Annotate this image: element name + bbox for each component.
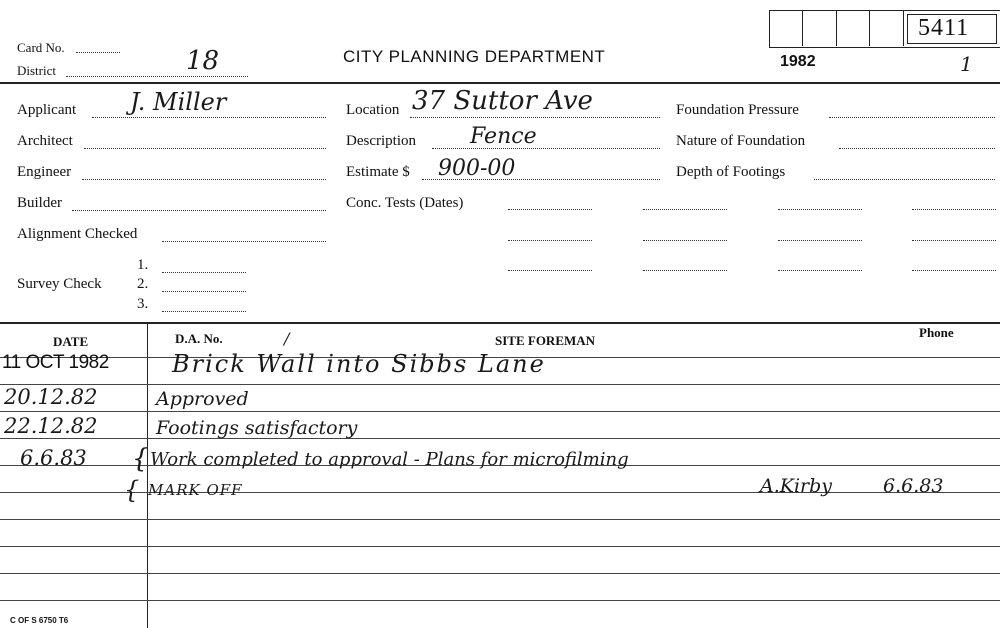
entry-text: Work completed to approval - Plans for microfilming bbox=[150, 449, 629, 470]
builder-line bbox=[72, 210, 326, 211]
log-rule bbox=[0, 411, 1000, 412]
log-rule bbox=[0, 573, 1000, 574]
description-label: Description bbox=[346, 133, 416, 149]
log-rule bbox=[0, 438, 1000, 439]
conc-line bbox=[643, 270, 727, 271]
conc-line bbox=[508, 209, 592, 210]
year: 1982 bbox=[780, 53, 816, 70]
entry-date: 20.12.82 bbox=[4, 385, 98, 409]
date-header: DATE bbox=[53, 334, 89, 349]
da-value: / bbox=[284, 329, 290, 348]
entry-date: 11 OCT 1982 bbox=[2, 352, 109, 373]
depth-line bbox=[814, 179, 995, 180]
alignment-line bbox=[162, 241, 326, 242]
engineer-label: Engineer bbox=[17, 164, 72, 180]
log-rule bbox=[0, 384, 1000, 385]
phone-header: Phone bbox=[919, 325, 954, 340]
conc-line bbox=[643, 209, 727, 210]
survey-3-label: 3. bbox=[137, 296, 149, 312]
foundation-pressure-label: Foundation Pressure bbox=[676, 102, 799, 118]
conc-line bbox=[778, 270, 862, 271]
entry-text: Approved bbox=[156, 388, 249, 410]
description-value: Fence bbox=[470, 124, 537, 149]
conc-line bbox=[643, 240, 727, 241]
nature-line bbox=[839, 148, 995, 149]
entry-text: Footings satisfactory bbox=[156, 417, 358, 439]
log-rule bbox=[0, 519, 1000, 520]
header-rule bbox=[0, 82, 1000, 84]
nature-label: Nature of Foundation bbox=[676, 133, 806, 149]
conc-line bbox=[508, 270, 592, 271]
entry-date: 6.6.83 bbox=[20, 446, 87, 470]
survey-1-label: 1. bbox=[137, 257, 149, 273]
survey-3-line bbox=[162, 311, 246, 312]
conc-line bbox=[508, 240, 592, 241]
alignment-label: Alignment Checked bbox=[17, 226, 138, 242]
card-number: 5411 bbox=[918, 15, 970, 41]
conc-line bbox=[912, 209, 996, 210]
box-divider bbox=[802, 10, 803, 46]
foundation-pressure-line bbox=[829, 117, 995, 118]
signature-date: 6.6.83 bbox=[883, 475, 944, 497]
form-code: C OF S 6750 T6 bbox=[10, 616, 69, 625]
district-label: District bbox=[17, 63, 56, 78]
engineer-line bbox=[82, 179, 326, 180]
description-line bbox=[432, 148, 660, 149]
location-value: 37 Suttor Ave bbox=[412, 86, 593, 116]
survey-1-line bbox=[162, 272, 246, 273]
card-no-label: Card No. bbox=[17, 40, 65, 55]
box-divider bbox=[869, 10, 870, 46]
foreman-header: SITE FOREMAN bbox=[495, 333, 596, 348]
conc-line bbox=[778, 209, 862, 210]
entry-date: 22.12.82 bbox=[4, 414, 98, 438]
da-header: D.A. No. bbox=[175, 331, 223, 346]
architect-label: Architect bbox=[17, 133, 73, 149]
district-line bbox=[66, 76, 248, 77]
depth-label: Depth of Footings bbox=[676, 164, 786, 180]
location-line bbox=[410, 117, 660, 118]
conc-tests-label: Conc. Tests (Dates) bbox=[346, 195, 464, 211]
box-divider bbox=[903, 10, 904, 46]
survey-2-line bbox=[162, 291, 246, 292]
box-divider bbox=[836, 10, 837, 46]
applicant-line bbox=[92, 117, 326, 118]
sub-number: 1 bbox=[960, 52, 973, 76]
department-title: CITY PLANNING DEPARTMENT bbox=[343, 47, 606, 66]
entry-text: Brick Wall into Sibbs Lane bbox=[172, 350, 546, 378]
survey-label: Survey Check bbox=[17, 276, 102, 292]
district-value: 18 bbox=[186, 46, 220, 76]
date-column-divider bbox=[147, 322, 148, 628]
conc-line bbox=[912, 240, 996, 241]
bracket-glyph: { bbox=[124, 476, 140, 504]
builder-label: Builder bbox=[17, 195, 62, 211]
entry-text: MARK OFF bbox=[148, 481, 243, 499]
applicant-label: Applicant bbox=[17, 102, 77, 118]
signature: A.Kirby bbox=[760, 475, 833, 497]
bracket-glyph: { bbox=[132, 444, 149, 474]
log-rule bbox=[0, 546, 1000, 547]
conc-line bbox=[778, 240, 862, 241]
applicant-value: J. Miller bbox=[130, 88, 227, 116]
log-rule bbox=[0, 600, 1000, 601]
architect-line bbox=[84, 148, 326, 149]
conc-line bbox=[912, 270, 996, 271]
estimate-value: 900-00 bbox=[438, 156, 516, 181]
location-label: Location bbox=[346, 102, 400, 118]
estimate-label: Estimate $ bbox=[346, 164, 410, 180]
survey-2-label: 2. bbox=[137, 276, 149, 292]
log-top-rule bbox=[0, 322, 1000, 324]
card-no-line bbox=[76, 52, 120, 53]
